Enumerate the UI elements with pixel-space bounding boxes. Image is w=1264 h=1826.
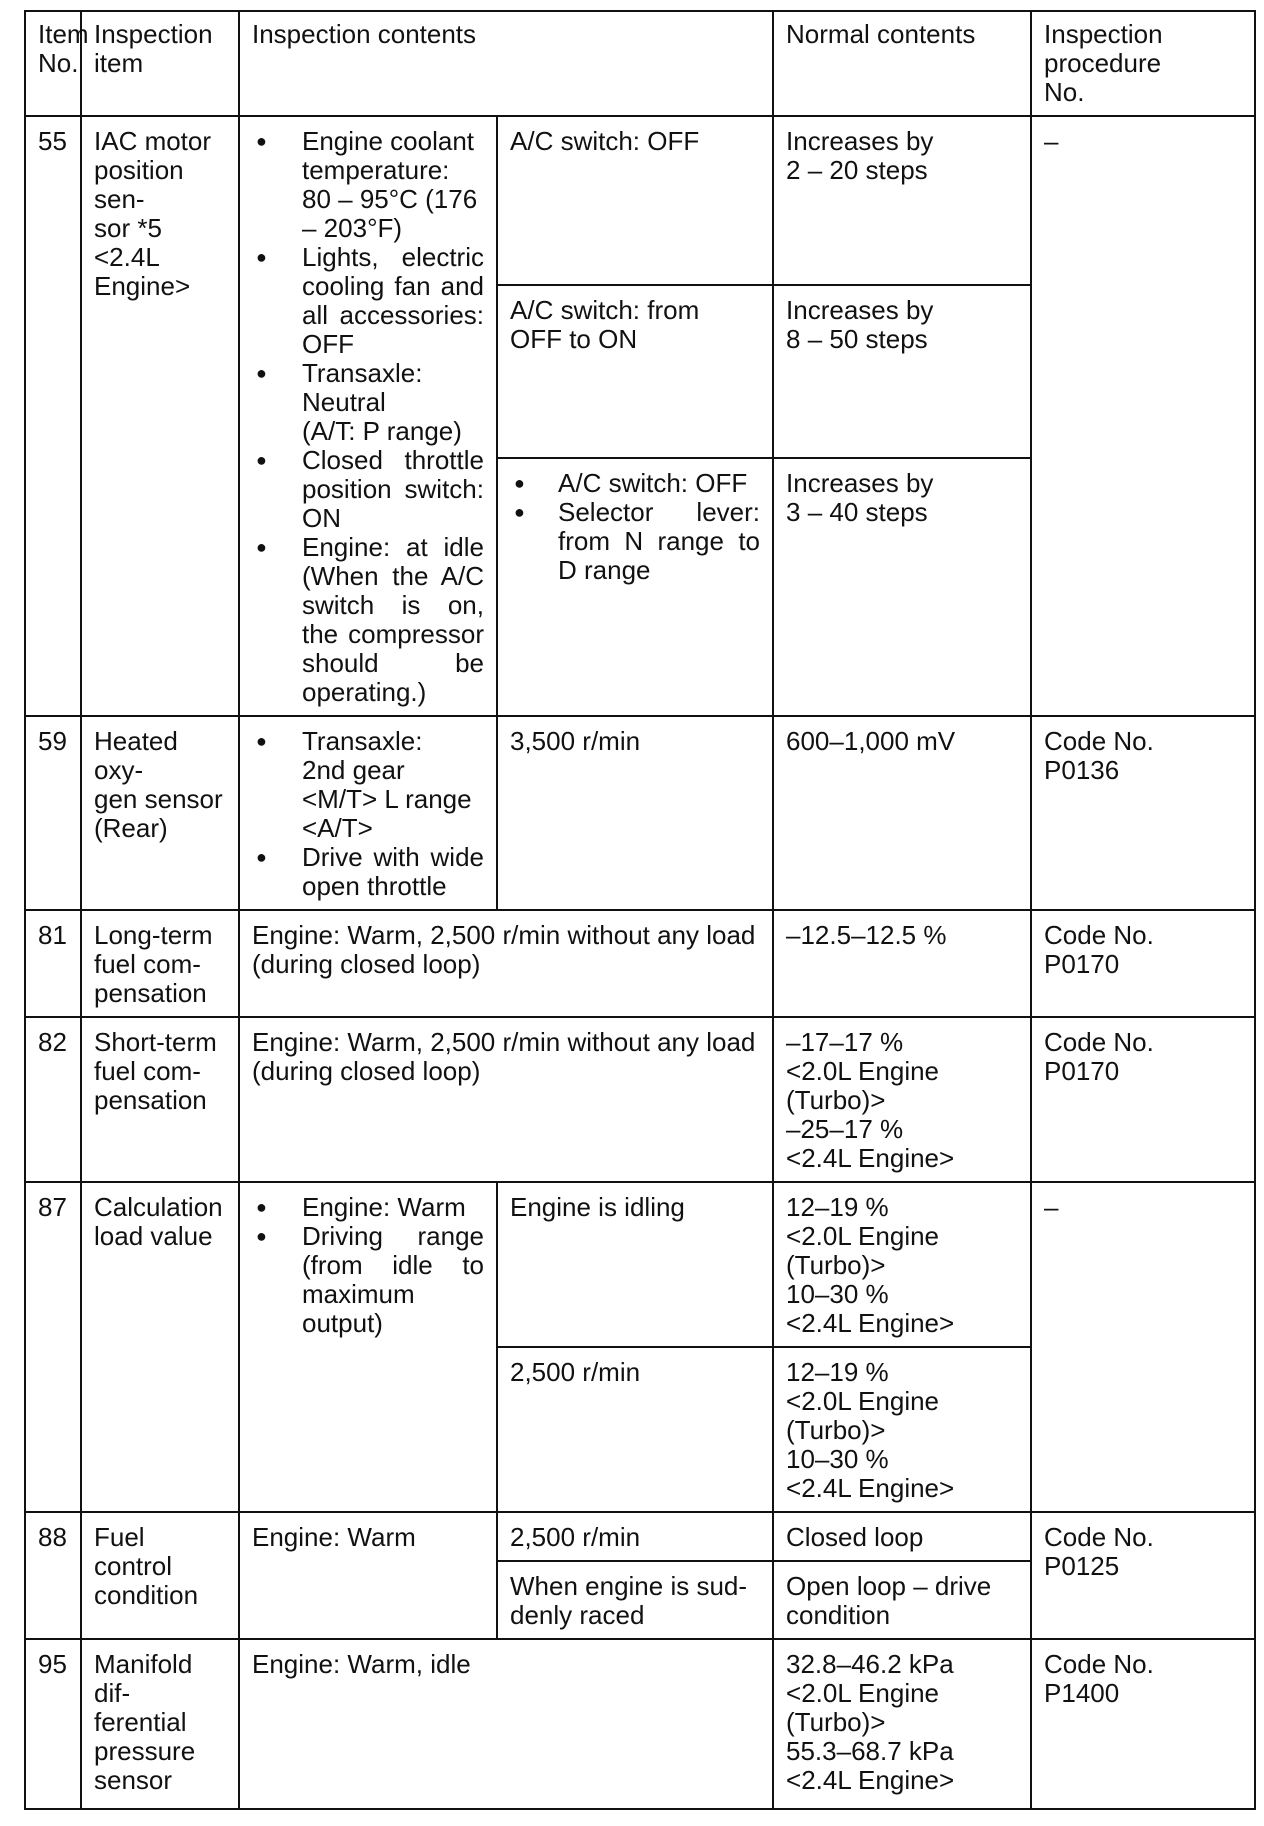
inspection-bullets <box>239 1182 497 1512</box>
condition-cell <box>497 458 773 716</box>
normal-contents: 12–19 % <2.0L Engine (Turbo)> 10–30 % <2.4L Engine> <box>773 1347 1031 1512</box>
inspection-item: Manifold dif- ferential pressure sensor <box>81 1639 239 1809</box>
bullet-item: ● Closed throttle position switch: ON <box>252 446 484 533</box>
inspection-contents: Engine: Warm, 2,500 r/min without any load (during closed loop) <box>239 1017 773 1182</box>
condition-cell: When engine is sud- denly raced <box>497 1561 773 1639</box>
inspection-item: Long-term fuel com- pensation <box>81 910 239 1017</box>
inspection-contents: Engine: Warm <box>239 1512 497 1639</box>
procedure-no: – <box>1031 116 1255 716</box>
condition-cell: A/C switch: from OFF to ON <box>497 285 773 458</box>
normal-contents: 32.8–46.2 kPa <2.0L Engine (Turbo)> 55.3–68.7 kPa <2.4L Engine> <box>773 1639 1031 1809</box>
bullet-item: ● Engine: Warm <box>252 1193 484 1222</box>
item-no: 95 <box>25 1639 81 1809</box>
table-row <box>25 910 1255 1017</box>
normal-contents: Open loop – drive condition <box>773 1561 1031 1639</box>
table-row <box>25 1182 1255 1347</box>
procedure-no: Code No. P0136 <box>1031 716 1255 910</box>
inspection-contents: Engine: Warm, idle <box>239 1639 773 1809</box>
header-item-no: Item No. <box>25 11 81 116</box>
item-no: 87 <box>25 1182 81 1512</box>
item-no: 82 <box>25 1017 81 1182</box>
bullet-item: ● Selector lever: from N range to D range <box>510 498 760 585</box>
normal-contents: Increases by 8 – 50 steps <box>773 285 1031 458</box>
condition-cell: 3,500 r/min <box>497 716 773 910</box>
normal-contents: Increases by 3 – 40 steps <box>773 458 1031 716</box>
item-no: 55 <box>25 116 81 716</box>
inspection-bullets <box>239 716 497 910</box>
bullet-item: ● Drive with wide open throttle <box>252 843 484 901</box>
procedure-no: Code No. P0125 <box>1031 1512 1255 1639</box>
normal-contents: –17–17 % <2.0L Engine (Turbo)> –25–17 % <2.4L Engine> <box>773 1017 1031 1182</box>
inspection-item: IAC motor position sen- sor *5 <2.4L Engine> <box>81 116 239 716</box>
bullet-item: ● A/C switch: OFF <box>510 469 760 498</box>
condition-cell: A/C switch: OFF <box>497 116 773 285</box>
header-normal-contents: Normal contents <box>773 11 1031 116</box>
bullet-item: ● Driving range (from idle to maximum output) <box>252 1222 484 1338</box>
table-row <box>25 1512 1255 1561</box>
procedure-no: Code No. P0170 <box>1031 1017 1255 1182</box>
inspection-item: Heated oxy- gen sensor (Rear) <box>81 716 239 910</box>
table-row <box>25 1017 1255 1182</box>
normal-contents: Closed loop <box>773 1512 1031 1561</box>
condition-cell: Engine is idling <box>497 1182 773 1347</box>
bullet-item: ● Transaxle: 2nd gear <M/T> L range <A/T> <box>252 727 484 843</box>
inspection-item: Fuel control condition <box>81 1512 239 1639</box>
bullet-item: ● Transaxle: Neutral (A/T: P range) <box>252 359 484 446</box>
procedure-no: – <box>1031 1182 1255 1512</box>
inspection-bullets <box>239 116 497 716</box>
bullet-item: ● Engine: at idle (When the A/C switch is on, the compressor should be operating.) <box>252 533 484 707</box>
header-row <box>25 11 1255 116</box>
condition-cell: 2,500 r/min <box>497 1347 773 1512</box>
item-no: 81 <box>25 910 81 1017</box>
bullet-item: ● Lights, electric cooling fan and all accessories: OFF <box>252 243 484 359</box>
normal-contents: 12–19 % <2.0L Engine (Turbo)> 10–30 % <2.4L Engine> <box>773 1182 1031 1347</box>
table-row <box>25 1639 1255 1809</box>
table-row <box>25 116 1255 285</box>
item-no: 59 <box>25 716 81 910</box>
item-no: 88 <box>25 1512 81 1639</box>
header-procedure-no: Inspection procedure No. <box>1031 11 1255 116</box>
normal-contents: –12.5–12.5 % <box>773 910 1031 1017</box>
normal-contents: 600–1,000 mV <box>773 716 1031 910</box>
procedure-no: Code No. P0170 <box>1031 910 1255 1017</box>
bullet-item: ● Engine coolant temperature: 80 – 95°C (176 – 203°F) <box>252 127 484 243</box>
inspection-item: Short-term fuel com- pensation <box>81 1017 239 1182</box>
table-row <box>25 716 1255 910</box>
procedure-no: Code No. P1400 <box>1031 1639 1255 1809</box>
condition-cell: 2,500 r/min <box>497 1512 773 1561</box>
inspection-item: Calculation load value <box>81 1182 239 1512</box>
inspection-table <box>24 10 1256 1810</box>
header-inspection-contents: Inspection contents <box>239 11 773 116</box>
inspection-contents: Engine: Warm, 2,500 r/min without any load (during closed loop) <box>239 910 773 1017</box>
normal-contents: Increases by 2 – 20 steps <box>773 116 1031 285</box>
header-inspection-item: Inspection item <box>81 11 239 116</box>
